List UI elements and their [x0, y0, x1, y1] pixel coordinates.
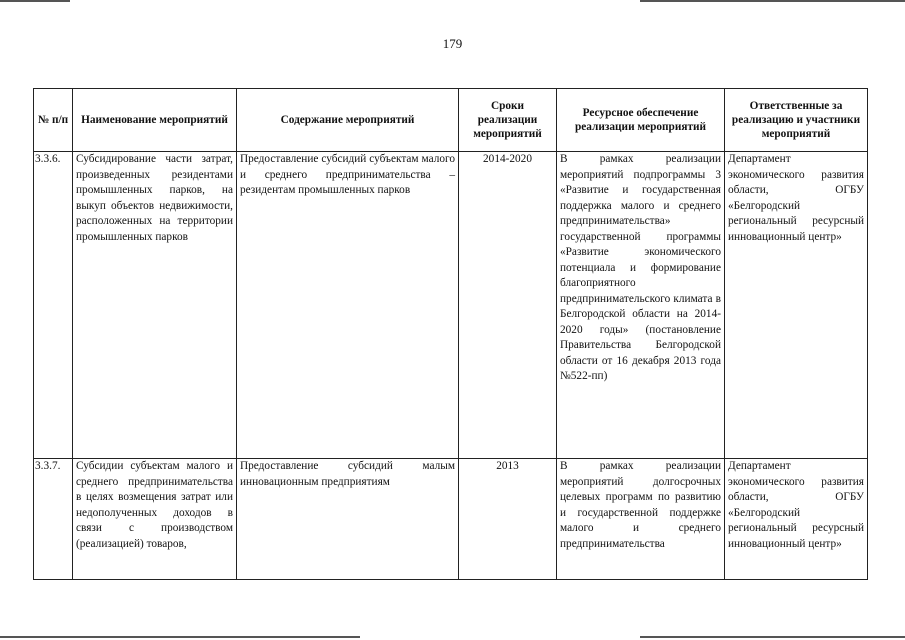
row-name: Субсидирование части затрат, произведенных резидентами промышленных парков, на выкуп объектов недвижимости, расположенных на территории промышленных парков: [73, 152, 237, 459]
header-resources: Ресурсное обеспечение реализации мероприятий: [557, 89, 725, 152]
top-scan-rule-left: [0, 0, 70, 2]
bottom-scan-rule-right: [640, 636, 905, 638]
row-period: 2013: [459, 459, 557, 580]
bottom-scan-rule-left: [0, 636, 360, 638]
row-name: Субсидии субъектам малого и среднего предпринимательства в целях возмещения затрат или недополученных доходов в связи с производством (реализацией) товаров,: [73, 459, 237, 580]
row-resources: В рамках реализации мероприятий подпрограммы 3 «Развитие и государственная поддержка малого и среднего предпринимательства» государственной программы «Развитие экономического потенциала и формирование благоприятного предпринимательского климата в Белгородской области на 2014-2020 годы» (постановление Правительства Белгородской области от 16 декабря 2013 года №522-пп): [557, 152, 725, 459]
row-responsible: Департамент экономического развития области, ОГБУ «Белгородский региональный ресурсный инновационный центр»: [725, 152, 868, 459]
row-period: 2014-2020: [459, 152, 557, 459]
page-number: 179: [442, 36, 463, 51]
header-content: Содержание мероприятий: [237, 89, 459, 152]
measures-table: [33, 88, 868, 580]
row-content: Предоставление субсидий субъектам малого и среднего предпринимательства – резидентам промышленных парков: [237, 152, 459, 459]
table-row: [34, 152, 868, 459]
row-resources: В рамках реализации мероприятий долгосрочных целевых программ по развитию и государственной поддержке малого и среднего предпринимательства: [557, 459, 725, 580]
table-header-row: [34, 89, 868, 152]
header-period: Сроки реализации мероприятий: [459, 89, 557, 152]
table-row: [34, 459, 868, 580]
row-number: 3.3.7.: [34, 459, 73, 580]
header-number: № п/п: [34, 89, 73, 152]
row-responsible: Департамент экономического развития области, ОГБУ «Белгородский региональный ресурсный инновационный центр»: [725, 459, 868, 580]
top-scan-rule-right: [640, 0, 905, 2]
header-responsible: Ответственные за реализацию и участники мероприятий: [725, 89, 868, 152]
row-content: Предоставление субсидий малым инновационным предприятиям: [237, 459, 459, 580]
header-name: Наименование мероприятий: [73, 89, 237, 152]
row-number: 3.3.6.: [34, 152, 73, 459]
